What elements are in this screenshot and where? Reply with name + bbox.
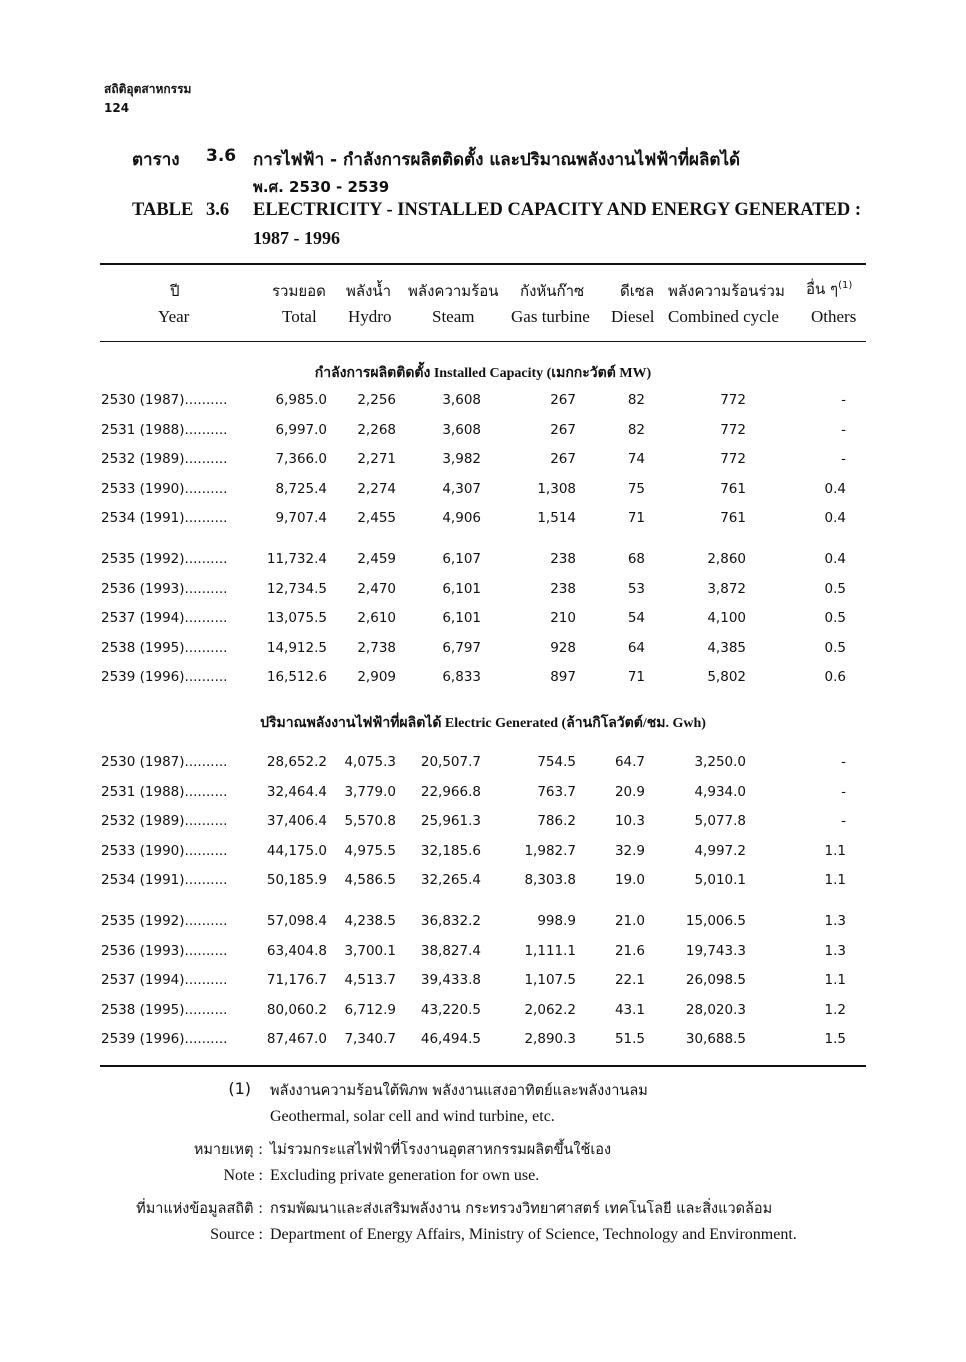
cell-year: 2536 (1993).......... (101, 580, 228, 597)
cell-oth: 1.1 (824, 842, 846, 859)
cell-steam: 43,220.5 (420, 1001, 481, 1018)
cell-comb: 772 (720, 392, 746, 408)
table-row (0, 581, 966, 603)
cell-oth: - (841, 421, 846, 438)
table-row (0, 510, 966, 532)
title-english-years-row (132, 228, 892, 252)
cell-hydro: 4,975.5 (344, 842, 396, 859)
cell-diesel: 68 (627, 551, 645, 567)
table-row (0, 872, 966, 894)
cell-comb: 761 (720, 480, 746, 497)
title-english: ELECTRICITY - INSTALLED CAPACITY AND ENERGY GENERATED : (253, 200, 862, 220)
cell-steam: 36,832.2 (420, 913, 481, 929)
cell-hydro: 7,340.7 (344, 1031, 396, 1048)
cell-diesel: 19.0 (614, 872, 645, 889)
cell-total: 8,725.4 (275, 480, 327, 497)
cell-total: 11,732.4 (266, 551, 327, 567)
footnote-1-marker: (1) (228, 1079, 251, 1098)
cell-comb: 30,688.5 (685, 1031, 746, 1048)
col-combined-english: Combined cycle (668, 307, 779, 326)
cell-year: 2533 (1990).......... (101, 480, 228, 497)
col-year-thai: ปี (170, 282, 180, 300)
cell-hydro: 5,570.8 (344, 813, 396, 830)
cell-diesel: 21.0 (614, 913, 645, 929)
table-row (0, 451, 966, 473)
cell-oth: 1.5 (824, 1031, 846, 1048)
cell-year: 2532 (1989).......... (101, 451, 228, 468)
source-thai: กรมพัฒนาและส่งเสริมพลังงาน กระทรวงวิทยาศาสตร์ เทคโนโลยี และสิ่งแวดล้อม (270, 1201, 773, 1217)
cell-oth: - (841, 783, 846, 800)
cell-total: 7,366.0 (275, 451, 327, 468)
cell-hydro: 2,274 (357, 480, 396, 497)
cell-steam: 6,107 (442, 551, 481, 567)
cell-comb: 15,006.5 (685, 913, 746, 929)
cell-oth: - (841, 392, 846, 408)
cell-hydro: 2,459 (357, 551, 396, 567)
source-thai-label: ที่มาแห่งข้อมูลสถิติ : (136, 1201, 263, 1217)
cell-steam: 6,101 (442, 610, 481, 627)
table-row (0, 422, 966, 444)
table-number-thai: 3.6 (206, 146, 237, 166)
cell-total: 14,912.5 (266, 639, 327, 656)
cell-oth: - (841, 813, 846, 830)
cell-total: 80,060.2 (266, 1001, 327, 1018)
cell-year: 2538 (1995).......... (101, 639, 228, 656)
cell-gas: 928 (550, 639, 576, 656)
table-row (0, 481, 966, 503)
cell-oth: 0.5 (824, 610, 846, 627)
table-row (0, 913, 966, 935)
cell-steam: 6,833 (442, 669, 481, 686)
cell-steam: 25,961.3 (420, 813, 481, 830)
cell-comb: 4,997.2 (694, 842, 746, 859)
cell-oth: 0.4 (824, 510, 846, 527)
cell-hydro: 6,712.9 (344, 1001, 396, 1018)
cell-gas: 763.7 (537, 783, 576, 800)
cell-gas: 2,890.3 (524, 1031, 576, 1048)
cell-steam: 6,101 (442, 580, 481, 597)
cell-gas: 267 (550, 392, 576, 408)
cell-comb: 3,250.0 (694, 754, 746, 770)
cell-diesel: 71 (627, 510, 645, 527)
cell-hydro: 3,779.0 (344, 783, 396, 800)
cell-total: 37,406.4 (266, 813, 327, 830)
cell-steam: 20,507.7 (420, 754, 481, 770)
book-title: สถิติอุตสาหกรรม (104, 82, 192, 96)
cell-oth: 0.4 (824, 551, 846, 567)
col-others-thai (806, 277, 852, 301)
title-english-row (132, 200, 892, 224)
cell-diesel: 22.1 (614, 972, 645, 989)
cell-diesel: 10.3 (614, 813, 645, 830)
col-gas-english: Gas turbine (511, 307, 590, 326)
table-row (0, 813, 966, 835)
col-diesel-english: Diesel (611, 307, 655, 326)
table-row (0, 551, 966, 573)
table-row (0, 1031, 966, 1053)
title-thai: การไฟฟ้า - กำลังการผลิตติดตั้ง และปริมาณพลังงานไฟฟ้าที่ผลิตได้ (253, 150, 741, 170)
cell-comb: 28,020.3 (685, 1001, 746, 1018)
note-english: Excluding private generation for own use. (270, 1167, 540, 1184)
table-number-english: 3.6 (206, 200, 230, 220)
cell-total: 57,098.4 (266, 913, 327, 929)
cell-steam: 3,608 (442, 392, 481, 408)
cell-year: 2533 (1990).......... (101, 842, 228, 859)
section-heading-generated: ปริมาณพลังงานไฟฟ้าที่ผลิตได้ Electric Generated (ล้านกิโลวัตต์/ชม. Gwh) (260, 716, 706, 731)
cell-year: 2534 (1991).......... (101, 510, 228, 527)
header-bottom-rule (100, 341, 866, 342)
cell-year: 2535 (1992).......... (101, 551, 228, 567)
cell-year: 2531 (1988).......... (101, 783, 228, 800)
cell-hydro: 3,700.1 (344, 942, 396, 959)
cell-year: 2534 (1991).......... (101, 872, 228, 889)
cell-hydro: 2,268 (357, 421, 396, 438)
cell-oth: - (841, 754, 846, 770)
cell-gas: 754.5 (537, 754, 576, 770)
cell-oth: 1.1 (824, 972, 846, 989)
cell-diesel: 64 (627, 639, 645, 656)
cell-comb: 772 (720, 421, 746, 438)
cell-gas: 786.2 (537, 813, 576, 830)
title-english-years: 1987 - 1996 (253, 228, 340, 248)
cell-steam: 4,906 (442, 510, 481, 527)
cell-diesel: 75 (627, 480, 645, 497)
cell-comb: 5,010.1 (694, 872, 746, 889)
cell-hydro: 2,470 (357, 580, 396, 597)
cell-year: 2532 (1989).......... (101, 813, 228, 830)
table-bottom-rule (100, 1065, 866, 1067)
cell-year: 2537 (1994).......... (101, 972, 228, 989)
cell-comb: 4,100 (707, 610, 746, 627)
table-row (0, 610, 966, 632)
cell-diesel: 54 (627, 610, 645, 627)
cell-diesel: 21.6 (614, 942, 645, 959)
cell-oth: - (841, 451, 846, 468)
table-label-english: TABLE (132, 200, 194, 220)
cell-steam: 38,827.4 (420, 942, 481, 959)
col-others-thai-text: อื่น ๆ (806, 280, 839, 298)
cell-steam: 32,265.4 (420, 872, 481, 889)
cell-gas: 1,308 (537, 480, 576, 497)
cell-comb: 3,872 (707, 580, 746, 597)
cell-diesel: 53 (627, 580, 645, 597)
cell-hydro: 2,909 (357, 669, 396, 686)
col-hydro-english: Hydro (348, 307, 392, 326)
title-thai-row (132, 146, 892, 170)
cell-year: 2530 (1987).......... (101, 754, 228, 770)
cell-hydro: 4,075.3 (344, 754, 396, 770)
cell-steam: 3,982 (442, 451, 481, 468)
cell-gas: 238 (550, 580, 576, 597)
cell-year: 2539 (1996).......... (101, 1031, 228, 1048)
cell-gas: 1,514 (537, 510, 576, 527)
table-top-rule (100, 263, 866, 265)
cell-oth: 0.5 (824, 639, 846, 656)
cell-steam: 4,307 (442, 480, 481, 497)
table-row (0, 972, 966, 994)
cell-comb: 19,743.3 (685, 942, 746, 959)
table-row (0, 754, 966, 776)
col-others-english: Others (811, 307, 857, 326)
cell-oth: 1.1 (824, 872, 846, 889)
cell-gas: 267 (550, 451, 576, 468)
note-thai-label: หมายเหตุ : (193, 1142, 263, 1158)
cell-year: 2538 (1995).......... (101, 1001, 228, 1018)
cell-diesel: 82 (627, 392, 645, 408)
cell-total: 6,997.0 (275, 421, 327, 438)
cell-total: 87,467.0 (266, 1031, 327, 1048)
cell-year: 2530 (1987).......... (101, 392, 228, 408)
cell-hydro: 4,238.5 (344, 913, 396, 929)
cell-oth: 0.4 (824, 480, 846, 497)
cell-gas: 998.9 (537, 913, 576, 929)
cell-total: 12,734.5 (266, 580, 327, 597)
cell-diesel: 74 (627, 451, 645, 468)
cell-total: 6,985.0 (275, 392, 327, 408)
cell-comb: 772 (720, 451, 746, 468)
cell-total: 32,464.4 (266, 783, 327, 800)
page-number: 124 (104, 101, 130, 115)
table-row (0, 843, 966, 865)
col-steam-english: Steam (432, 307, 475, 326)
cell-comb: 4,934.0 (694, 783, 746, 800)
cell-gas: 1,107.5 (524, 972, 576, 989)
source-english: Department of Energy Affairs, Ministry of Science, Technology and Environment. (270, 1226, 797, 1243)
cell-steam: 3,608 (442, 421, 481, 438)
table-row (0, 1002, 966, 1024)
cell-diesel: 71 (627, 669, 645, 686)
cell-oth: 1.3 (824, 913, 846, 929)
cell-comb: 5,077.8 (694, 813, 746, 830)
cell-oth: 1.3 (824, 942, 846, 959)
cell-year: 2535 (1992).......... (101, 913, 228, 929)
cell-gas: 8,303.8 (524, 872, 576, 889)
cell-gas: 238 (550, 551, 576, 567)
cell-gas: 1,982.7 (524, 842, 576, 859)
cell-total: 63,404.8 (266, 942, 327, 959)
note-thai: ไม่รวมกระแสไฟฟ้าที่โรงงานอุตสาหกรรมผลิตขึ้นใช้เอง (270, 1142, 612, 1158)
cell-gas: 2,062.2 (524, 1001, 576, 1018)
cell-year: 2531 (1988).......... (101, 421, 228, 438)
cell-gas: 1,111.1 (524, 942, 576, 959)
table-row (0, 943, 966, 965)
cell-total: 50,185.9 (266, 872, 327, 889)
col-total-english: Total (282, 307, 317, 326)
cell-gas: 267 (550, 421, 576, 438)
cell-comb: 2,860 (707, 551, 746, 567)
cell-comb: 26,098.5 (685, 972, 746, 989)
cell-steam: 32,185.6 (420, 842, 481, 859)
col-total-thai: รวมยอด (272, 282, 326, 300)
col-hydro-thai: พลังน้ำ (346, 282, 392, 300)
col-combined-thai: พลังความร้อนร่วม (668, 282, 785, 300)
cell-steam: 22,966.8 (420, 783, 481, 800)
table-row (0, 784, 966, 806)
col-diesel-thai: ดีเซล (620, 282, 655, 300)
section-heading-capacity: กำลังการผลิตติดตั้ง Installed Capacity (เมกกะวัตต์ MW) (314, 366, 652, 381)
cell-hydro: 4,586.5 (344, 872, 396, 889)
cell-oth: 0.5 (824, 580, 846, 597)
cell-hydro: 2,455 (357, 510, 396, 527)
title-thai-years: พ.ศ. 2530 - 2539 (253, 178, 390, 196)
cell-total: 16,512.6 (266, 669, 327, 686)
cell-steam: 6,797 (442, 639, 481, 656)
col-steam-thai: พลังความร้อน (408, 282, 499, 300)
cell-total: 28,652.2 (266, 754, 327, 770)
cell-hydro: 2,256 (357, 392, 396, 408)
table-row (0, 669, 966, 691)
cell-total: 9,707.4 (275, 510, 327, 527)
cell-hydro: 2,271 (357, 451, 396, 468)
source-english-label: Source : (210, 1226, 263, 1243)
cell-year: 2539 (1996).......... (101, 669, 228, 686)
col-others-footnote-marker: (1) (838, 280, 853, 291)
table-row (0, 392, 966, 414)
table-label-thai: ตาราง (132, 150, 180, 170)
cell-diesel: 20.9 (614, 783, 645, 800)
cell-steam: 46,494.5 (420, 1031, 481, 1048)
cell-year: 2537 (1994).......... (101, 610, 228, 627)
cell-comb: 5,802 (707, 669, 746, 686)
footnote-1-english: Geothermal, solar cell and wind turbine, etc. (270, 1108, 555, 1125)
cell-diesel: 43.1 (614, 1001, 645, 1018)
col-year-english: Year (158, 307, 190, 326)
cell-comb: 761 (720, 510, 746, 527)
cell-total: 13,075.5 (266, 610, 327, 627)
cell-gas: 210 (550, 610, 576, 627)
cell-steam: 39,433.8 (420, 972, 481, 989)
title-thai-years-row (132, 175, 892, 197)
cell-total: 71,176.7 (266, 972, 327, 989)
cell-diesel: 32.9 (614, 842, 645, 859)
cell-diesel: 64.7 (614, 754, 645, 770)
cell-comb: 4,385 (707, 639, 746, 656)
cell-diesel: 82 (627, 421, 645, 438)
note-english-label: Note : (223, 1167, 263, 1184)
cell-oth: 1.2 (824, 1001, 846, 1018)
table-row (0, 640, 966, 662)
cell-diesel: 51.5 (614, 1031, 645, 1048)
cell-year: 2536 (1993).......... (101, 942, 228, 959)
cell-hydro: 2,738 (357, 639, 396, 656)
col-gas-thai: กังหันก๊าซ (520, 282, 585, 300)
footnote-1-thai: พลังงานความร้อนใต้พิภพ พลังงานแสงอาทิตย์และพลังงานลม (270, 1083, 648, 1099)
cell-hydro: 4,513.7 (344, 972, 396, 989)
cell-hydro: 2,610 (357, 610, 396, 627)
cell-oth: 0.6 (824, 669, 846, 686)
cell-total: 44,175.0 (266, 842, 327, 859)
cell-gas: 897 (550, 669, 576, 686)
